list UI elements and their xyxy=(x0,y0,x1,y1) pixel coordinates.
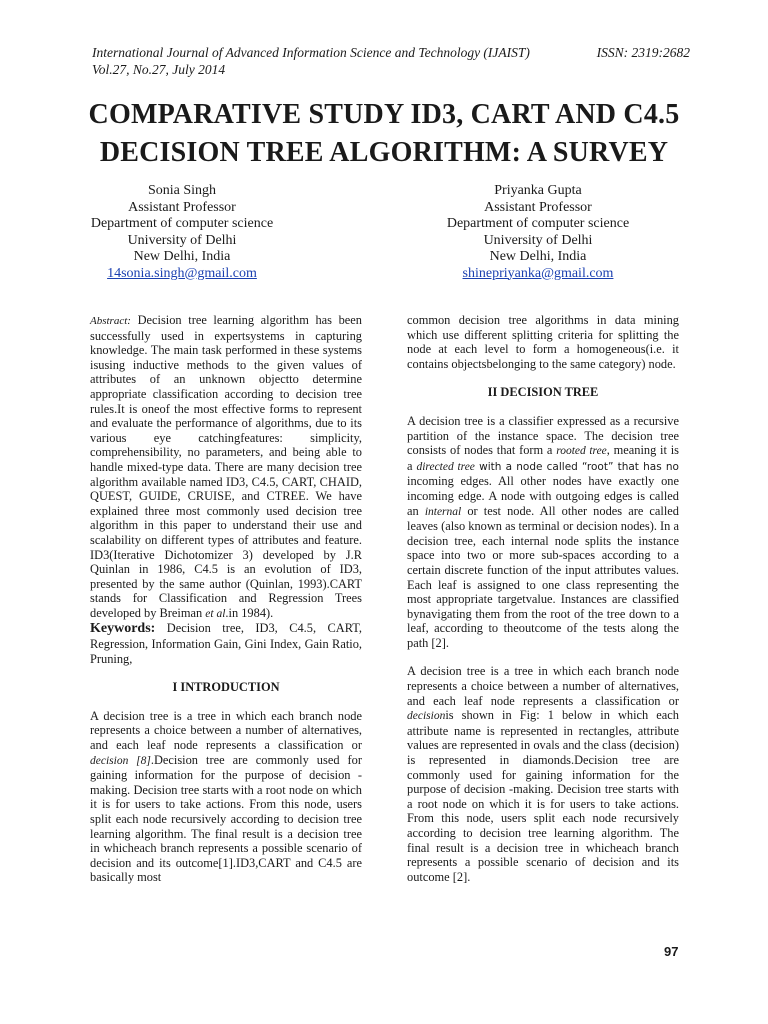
intro-text-a: A decision tree is a tree in which each branch node represents a choice between a number of alternatives, and each leaf node represents a classification or xyxy=(90,708,362,753)
dt-text-a: A decision tree is a classifier expressed as a recursive partition of the instance space. The decision tree consists of nodes that form a xyxy=(407,413,679,458)
author-name: Priyanka Gupta xyxy=(494,183,582,198)
author-role: Assistant Professor xyxy=(128,199,236,215)
abstract-et-al: et al xyxy=(205,607,226,620)
author-city: New Delhi, India xyxy=(489,249,587,264)
dt-text-b: , meaning it is a xyxy=(407,443,679,473)
author-university: University of Delhi xyxy=(127,232,237,248)
dt2-text-a: A decision tree is a tree in which each branch node represents a choice between a number of alternatives, and each leaf node represents a classification or xyxy=(407,664,679,708)
page-number: 97 xyxy=(664,944,679,959)
author-block-1 xyxy=(32,183,332,282)
author-block-2 xyxy=(388,183,688,282)
issn: ISSN: 2319:2682 xyxy=(596,45,690,60)
dt-term-directed-tree: directed tree xyxy=(416,460,475,473)
author-city: New Delhi, India xyxy=(133,249,231,264)
author-department: Department of computer science xyxy=(90,216,274,231)
volume-info: Vol.27, No.27, July 2014 xyxy=(92,62,226,77)
keywords-text: Decision tree, ID3, C4.5, CART, Regression, Information Gain, Gini Index, Gain Ratio, Pruning, xyxy=(90,621,362,666)
dt-text-root: with a node called “root” that has no xyxy=(474,460,679,473)
continued-paragraph: common decision tree algorithms in data mining which use different splitting criteria for splitting the node at each level to form a homogeneous(i.e. it contains objectsbelonging to the same category) node. xyxy=(407,313,679,371)
intro-text-b: .Decision tree are commonly used for gaining information for the purpose of decision -making. Decision tree starts with a root node on which it is for users to take actions. From this node, users split each node recursively according to decision tree learning algorithm. The final result is a decision tree in whicheach branch represents a possible scenario of decision and its outcome[1].ID3,CART and C4.5 are basically most xyxy=(90,752,363,885)
dt-term-rooted-tree: rooted tree xyxy=(556,445,607,458)
keywords-label: Keywords: xyxy=(90,621,156,637)
left-column xyxy=(90,313,362,885)
right-column xyxy=(407,313,679,884)
running-header xyxy=(92,44,690,78)
author-university: University of Delhi xyxy=(483,232,593,248)
keywords-paragraph xyxy=(90,621,362,666)
dt2-term-decision: decision xyxy=(407,710,446,723)
dt-text-c: incoming edges. All other nodes have exactly one incoming edge. A node with outgoing edges is called an xyxy=(407,474,679,518)
dt2-text-b: is shown in Fig: 1 below in which each attribute name is represented in rectangles, attribute values are represented in ovals and the class (decision) is represented in diamonds.Decision tree are commonly used for gaining information for the purpose of decision -making. Decision tree starts with a root node on which it is for users to take actions. From this node, users split each node recursively according to decision tree learning algorithm. The final result is a decision tree in whicheach branch represents a possible scenario of decision and its outcome [2]. xyxy=(407,708,679,884)
section-heading-decision-tree: II DECISION TREE xyxy=(487,385,599,400)
title-line-1: COMPARATIVE STUDY ID3, CART AND C4.5 xyxy=(88,99,680,130)
abstract-label: Abstract: xyxy=(90,315,131,327)
dt-term-internal: internal xyxy=(424,505,462,518)
abstract-paragraph xyxy=(90,313,362,621)
decision-tree-paragraph-1 xyxy=(407,414,679,651)
author-role: Assistant Professor xyxy=(484,199,592,215)
paper-title xyxy=(40,96,728,172)
dt-text-d: or test node. All other nodes are called leaves (also known as terminal or decision nodes). In a decision tree, each internal node splits the instance space into two or more sub-spaces according to a certain discrete function of the input attributes values. Each leaf is assigned to one class representing the most appropriate targetvalue. Instances are classified bynavigating them from the root of the tree down to a leaf, according to theoutcome of the tests along the path [2]. xyxy=(407,503,680,650)
author-name: Sonia Singh xyxy=(147,183,217,198)
decision-tree-paragraph-2 xyxy=(407,664,679,884)
title-line-2: DECISION TREE ALGORITHM: A SURVEY xyxy=(99,137,669,168)
author-email-link[interactable]: shinepriyanka@gmail.com xyxy=(462,265,614,281)
abstract-tail: .in 1984). xyxy=(225,605,274,620)
intro-paragraph xyxy=(90,709,362,885)
abstract-text: Decision tree learning algorithm has been successfully used in expertsystems in capturing knowledge. The main task performed in these systems isusing inductive methods to the given values of attributes of an unknown objectto determine appropriate classification according to decision tree rules.It is oneof the most effective forms to represent and evaluate the performance of algorithms, due to its various eye catchingfeatures: simplicity, comprehensibility, no parameters, and being able to handle mixed-type data. There are many decision tree algorithm available named ID3, C4.5, CART, CHAID, QUEST, GUIDE, CRUISE, and CTREE. We have explained three most commonly used decision tree algorithm in this paper to understand their use and scalability on different types of attributes and feature. ID3(Iterative Dichotomizer 3) developed by J.R Quinlan in 1986, C4.5 is an evolution of ID3, presented by the same author (Quinlan, 1993).CART stands for Classification and Regression Trees developed by Breiman xyxy=(90,313,362,620)
intro-citation: decision [8] xyxy=(90,754,151,767)
section-heading-introduction: I INTRODUCTION xyxy=(172,680,280,695)
author-department: Department of computer science xyxy=(446,216,630,231)
author-email-link[interactable]: 14sonia.singh@gmail.com xyxy=(107,265,257,281)
journal-name: International Journal of Advanced Information Science and Technology (IJAIST) xyxy=(92,45,530,60)
